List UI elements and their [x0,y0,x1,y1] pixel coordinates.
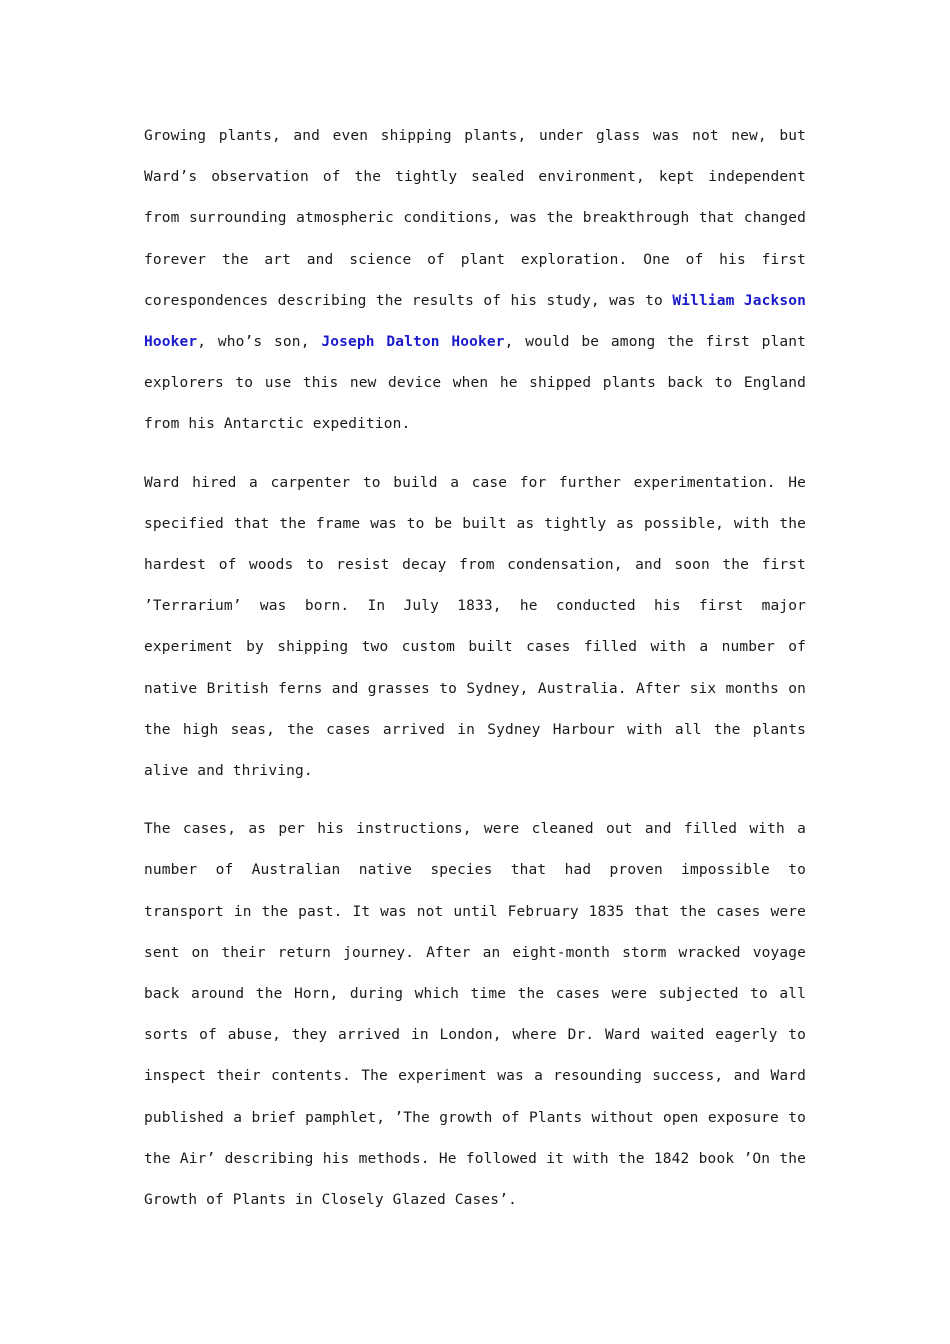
link-william-jackson-hooker[interactable]: William Jackson Hooker [144,292,806,351]
paragraph-1-text-middle: , who’s son, [197,334,322,351]
paragraph-2: Ward hired a carpenter to build a case for further experimentation. He specified that the frame was to be built as tightly as possible, with the hardest of woods to resist decay from condensation, and soon the first ’Terrarium’ was born. In July 1833, he conducted his first major experiment by shipping two custom built cases filled with a number of native British ferns and grasses to Sydney, Australia. After six months on the high seas, the cases arrived in Sydney Harbour with all the plants alive and thriving. [144,474,806,780]
link-joseph-dalton-hooker[interactable]: Joseph Dalton Hooker [321,334,505,351]
paragraph-1 [144,116,806,446]
paragraph-3: The cases, as per his instructions, were cleaned out and filled with a number of Australian native species that had proven impossible to transport in the past. It was not until February 1835 that the cases were sent on their return journey. After an eight-month storm wracked voyage back around the Horn, during which time the cases were subjected to all sorts of abuse, they arrived in London, where Dr. Ward waited eagerly to inspect their contents. The experiment was a resounding success, and Ward published a brief pamphlet, ’The growth of Plants without open exposure to the Air’ describing his methods. He followed it with the 1842 book ’On the Growth of Plants in Closely Glazed Cases’. [144,821,806,1209]
document-body [144,116,806,1238]
paragraph-1-text-after: , would be among the first plant explorers to use this new device when he shipped plants back to England from his Antarctic expedition. [144,334,806,433]
paragraph-1-text-before: Growing plants, and even shipping plants, under glass was not new, but Ward’s observation of the tightly sealed environment, kept independent from surrounding atmospheric conditions, was the breakthrough that changed forever the art and science of plant exploration. One of his first corespondences describing the results of his study, was to [144,128,806,309]
